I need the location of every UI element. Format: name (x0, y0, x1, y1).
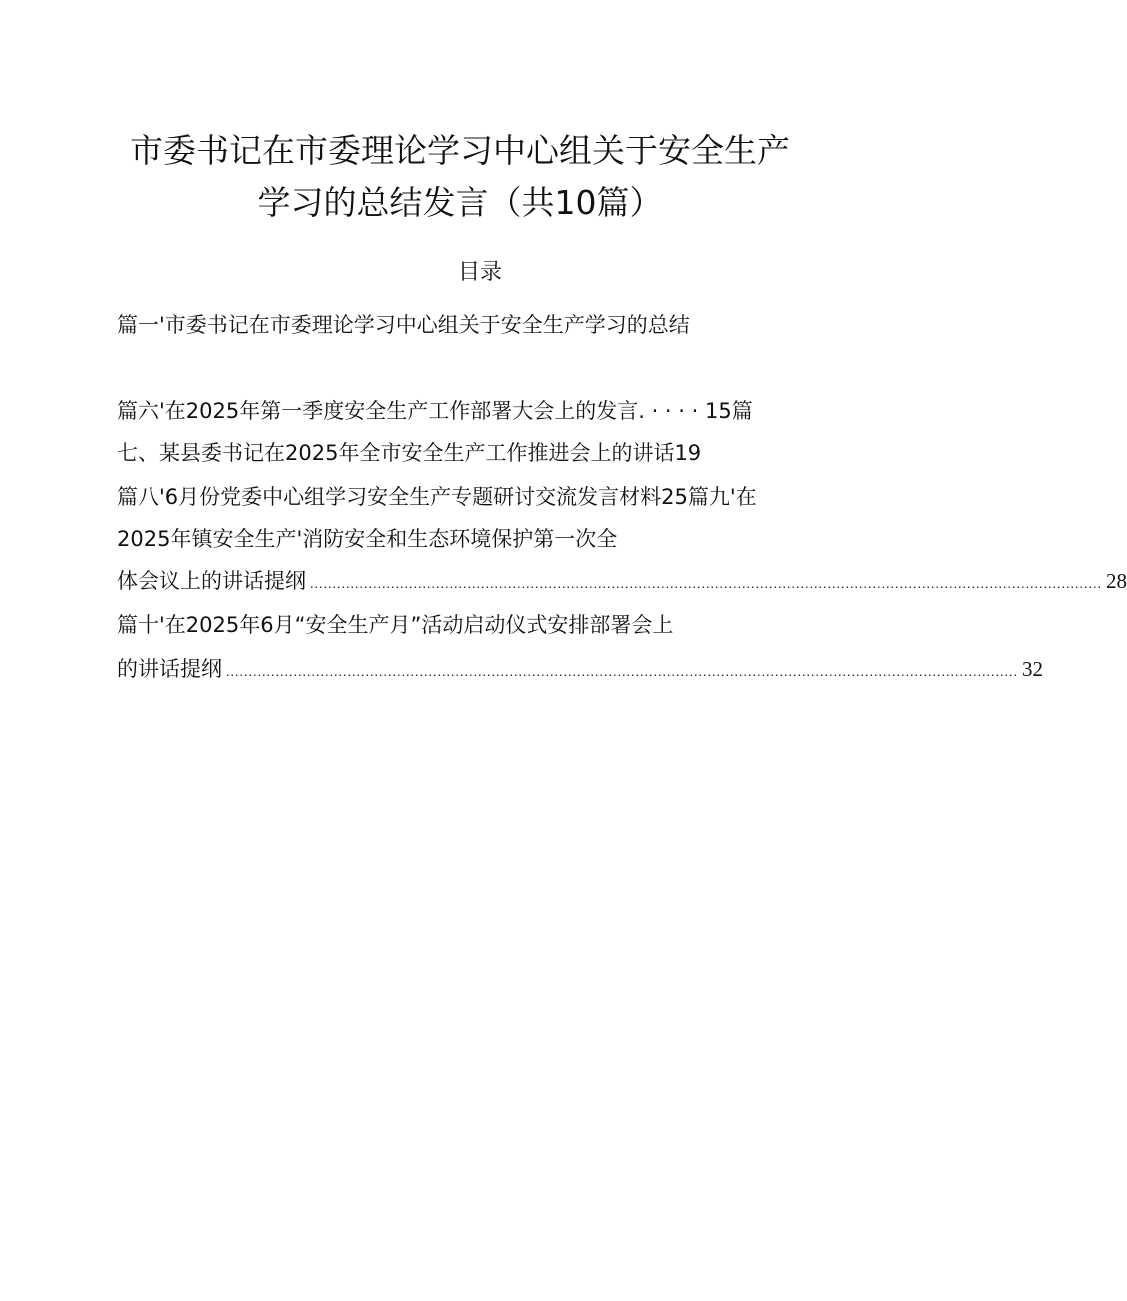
toc-leader-dots: ................................................................................................................................................................................ (310, 577, 1102, 592)
toc-entry-2: 篇六'在2025年第一季度安全生产工作部署大会上的发言. · · · · 15篇 (117, 399, 753, 423)
toc-entry-8-page: 32 (1022, 657, 1043, 681)
toc-entry-3: 七、某县委书记在2025年全市安全生产工作推进会上的讲话19 (117, 441, 702, 465)
toc-entry-6-text: 体会议上的讲话提纲 (117, 569, 306, 593)
toc-leader-dots: ................................................................................................................................................................................ (226, 665, 1018, 680)
toc-entry-8 (117, 654, 1043, 688)
toc-entry-6 (117, 566, 1127, 600)
toc-entry-7: 篇十'在2025年6月“安全生产月”活动启动仪式安排部署会上 (117, 613, 674, 637)
toc-entry-4: 篇八'6月份党委中心组学习安全生产专题研讨交流发言材料25篇九'在 (117, 485, 757, 509)
document-title-line-2: 学习的总结发言（共10篇） (257, 183, 663, 222)
toc-entry-8-text: 的讲话提纲 (117, 657, 222, 681)
toc-entry-6-page: 28 (1106, 569, 1127, 593)
toc-entry-5: 2025年镇安全生产'消防安全和生态环境保护第一次全 (117, 527, 618, 551)
document-title-line-1: 市委书记在市委理论学习中心组关于安全生产 (130, 131, 790, 170)
toc-heading: 目录 (457, 260, 502, 285)
toc-entry-1: 篇一'市委书记在市委理论学习中心组关于安全生产学习的总结 (117, 313, 690, 337)
